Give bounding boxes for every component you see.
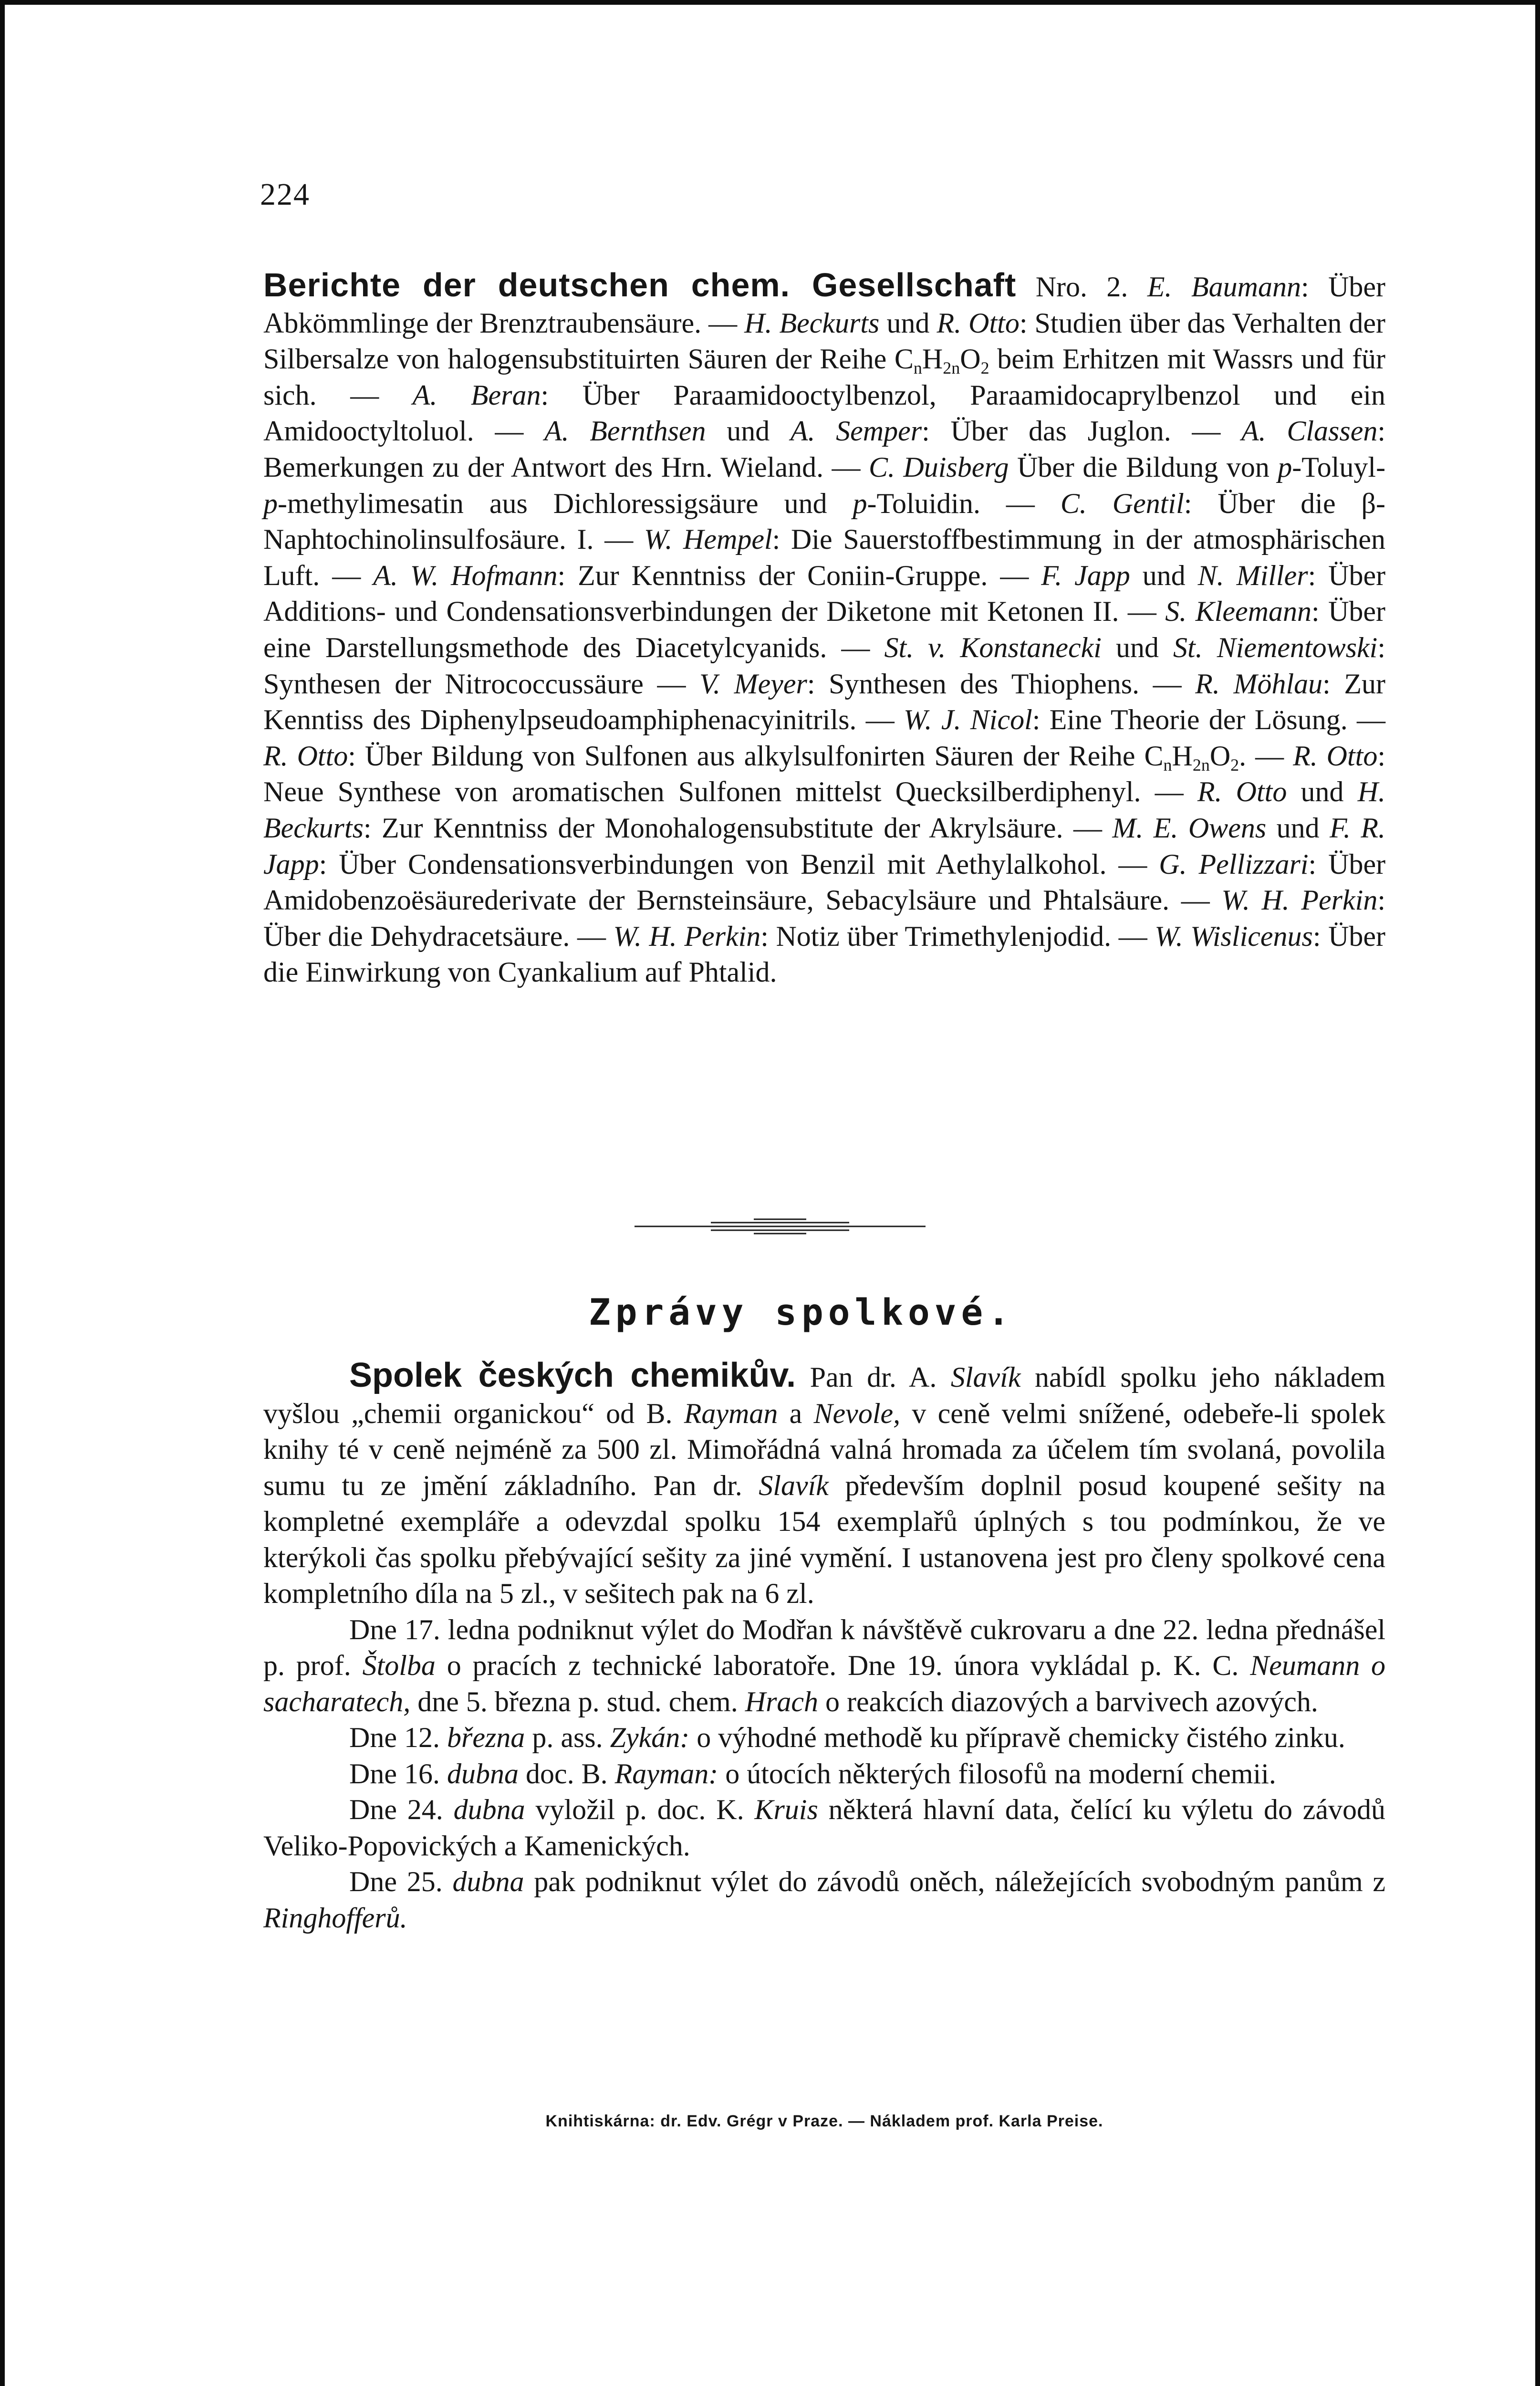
report-entry: A. Bernthsen und A. Semper: Über das Juglon. [544,415,1171,447]
report-entry: R. Otto und H. Beckurts: Zur Kenntniss der Monohalogensubstitute der Akrylsäure. [263,776,1386,844]
berichte-report-paragraph: Berichte der deutschen chem. Gesellschaft Nro. 2. E. Baumann: Über Abkömmlinge der Brenztraubensäure. — H. Beckurts und R. Otto: Studien über das Verhalten der Silbersalze von halogensubstituirten Säuren der Reihe $C_nH_{2n}O_2$ beim Erhitzen mit Wassrs und für sich. — A. Beran: Über Paraamidooctylbenzol, Paraamidocaprylbenzol und ein Amidooctyltoluol. — A. Bernthsen und A. Semper: Über das Juglon. — A. Classen: Bemerkungen zu der Antwort des Hrn. Wieland. — C. Duisberg Über die Bildung von p-Toluyl-p-methylimesatin aus Dichloressigsäure und p-Toluidin. — C. Gentil: Über die β-Naphtochinolinsulfosäure. I. — W. Hempel: Die Sauerstoffbestimmung in der atmosphärischen Luft. — A. W. Hofmann: Zur Kenntniss der Coniin-Gruppe. — F. Japp und N. Miller: Über Additions- und Condensationsverbindungen der Diketone mit Ketonen II. — S. Kleemann: Über eine Darstellungsmethode des Diacetylcyanids. — St. v. Konstanecki und St. Niementowski: Synthesen der Nitrococcussäure — V. Meyer: Synthesen des Thiophens. — R. Möhlau: Zur Kenntiss des Diphenylpseudoamphiphenacyinitrils. — W. J. Nicol: Eine Theorie der Lösung. — R. Otto: Über Bildung von Sulfonen aus alkylsulfonirten Säuren der Reihe $C_nH_{2n}O_2$. — R. Otto: Neue Synthese von aromatischen Sulfonen mittelst Quecksilberdiphenyl. — R. Otto und H. Beckurts: Zur Kenntniss der Monohalogensubstitute der Akrylsäure. — M. E. Owens und F. R. Japp: Über Condensationsverbindungen von Benzil mit Aethylalkohol. — G. Pellizzari: Über Amidobenzoësäurederivate der Bernsteinsäure, Sebacylsäure und Phtalsäure. — W. H. Perkin: Über die Dehydracetsäure. — W. H. Perkin: Notiz über Trimethylenjodid. — W. Wislicenus: Über die Einwirkung von Cyankalium auf Phtalid. [263,266,1386,988]
report-entry: G. Pellizzari: Über Amidobenzoësäurederivate der Bernsteinsäure, Sebacylsäure und Phtalsäure. [263,848,1386,916]
report-entry: R. Otto: Neue Synthese von aromatischen Sulfonen mittelst Quecksilberdiphenyl. [263,740,1386,808]
report-entry: E. Baumann: Über Abkömmlinge der Brenztraubensäure. [263,271,1386,339]
report-entry: C. Gentil: Über die β-Naphtochinolinsulfosäure. I. [263,487,1386,555]
report-entry: W. H. Perkin: Über die Dehydracetsäure. [263,884,1385,952]
report-entry: S. Kleemann: Über eine Darstellungsmethode des Diacetylcyanids. [263,596,1386,663]
report-entry: R. Möhlau: Zur Kenntiss des Diphenylpseudoamphiphenacyinitrils. [263,668,1386,736]
report-entry: W. Wislicenus: Über die Einwirkung von Cyankalium auf Phtalid. [263,920,1386,988]
society-lead: Spolek českých chemikův. [349,1356,796,1394]
report-entry: W. H. Perkin: Notiz über Trimethylenjodid. [613,920,1112,952]
society-paragraph: Dne 17. ledna podniknut výlet do Modřan k návštěvě cukrovaru a dne 22. ledna přednášel p. prof. Štolba o pracích z technické laboratoře. Dne 19. února vykládal p. K. C. Neumann o sacharatech, dne 5. března p. stud. chem. Hrach o reakcích diazových a barvivech azových. [263,1613,1386,1717]
society-news [263,1358,1385,1936]
society-paragraph: Spolek českých chemikův. Pan dr. A. Slavík nabídl spolku jeho nákladem vyšlou „chemii organickou“ od B. Rayman a Nevole, v ceně velmi snížené, odebeře-li spolek knihy té v ceně nejméně za 500 zl. Mimořádná valná hromada za účelem tím svolaná, povolila sumu tu ze jmění základního. Pan dr. Slavík především doplnil posud koupené sešity na kompletné exempláře a odevzdal spolku 154 exemplařů úplných s tou podmínkou, že ve kterýkoli čas spolku přebývající sešity za jiné vymění. I ustanovena jest pro členy spolkové cena kompletního díla na 5 zl., v sešitech pak na 6 zl. [263,1356,1386,1609]
report-entry: F. Japp und N. Miller: Über Additions- und Condensationsverbindungen der Diketone mit Ketonen II. [263,559,1386,628]
society-paragraph: Dne 24. dubna vyložil p. doc. K. Kruis některá hlavní data, čelící ku výletu do závodů Veliko-Popovických a Kamenických. [263,1794,1386,1862]
report-entry: M. E. Owens und F. R. Japp: Über Condensationsverbindungen von Benzil mit Aethylalkohol. [263,812,1386,880]
report-entry: C. Duisberg Über die Bildung von p-Toluyl-p-methylimesatin aus Dichloressigsäure und p-Toluidin. [263,451,1386,519]
report-entry: W. Hempel: Die Sauerstoffbestimmung in der atmosphärischen Luft. [263,523,1386,591]
page-number: 224 [260,177,310,212]
report-issue: Nro. 2. [1035,271,1128,303]
society-paragraph: Dne 25. dubna pak podniknut výlet do závodů oněch, náležejících svobodným panům z Ringhofferů. [263,1866,1386,1934]
society-paragraph: Dne 16. dubna doc. B. Rayman: o útocích některých filosofů na moderní chemii. [349,1758,1276,1790]
report-entry: A. Beran: Über Paraamidooctylbenzol, Paraamidocaprylbenzol und ein Amidooctyltoluol. [263,379,1386,447]
report-entry: St. v. Konstanecki und St. Niementowski: Synthesen der Nitrococcussäure [263,631,1386,700]
report-entry: A. Classen: Bemerkungen zu der Antwort des Hrn. Wieland. [263,415,1386,483]
report-entry: A. W. Hofmann: Zur Kenntniss der Coniin-Gruppe. [373,559,988,591]
section-divider-ornament [635,1217,926,1236]
report-entry: R. Otto: Über Bildung von Sulfonen aus alkylsulfonirten Säuren der Reihe $C_nH_{2n}O_2$. [263,740,1247,774]
report-heading: Berichte der deutschen chem. Gesellschaft [263,266,1017,303]
section-title: Zprávy spolkové. [588,1291,1015,1333]
report-entry: W. J. Nicol: Eine Theorie der Lösung. [904,704,1348,736]
report-entry: V. Meyer: Synthesen des Thiophens. [699,668,1140,700]
report-entry: H. Beckurts und R. Otto: Studien über das Verhalten der Silbersalze von halogensubstituirten Säuren der Reihe $C_nH_{2n}O_2$ beim Erhitzen mit Wassrs und für sich. [263,307,1386,411]
printer-imprint: Knihtiskárna: dr. Edv. Grégr v Praze. — Nákladem prof. Karla Preise. [545,2112,1103,2130]
society-paragraph: Dne 12. března p. ass. Zykán: o výhodné methodě ku přípravě chemicky čistého zinku. [349,1722,1345,1753]
